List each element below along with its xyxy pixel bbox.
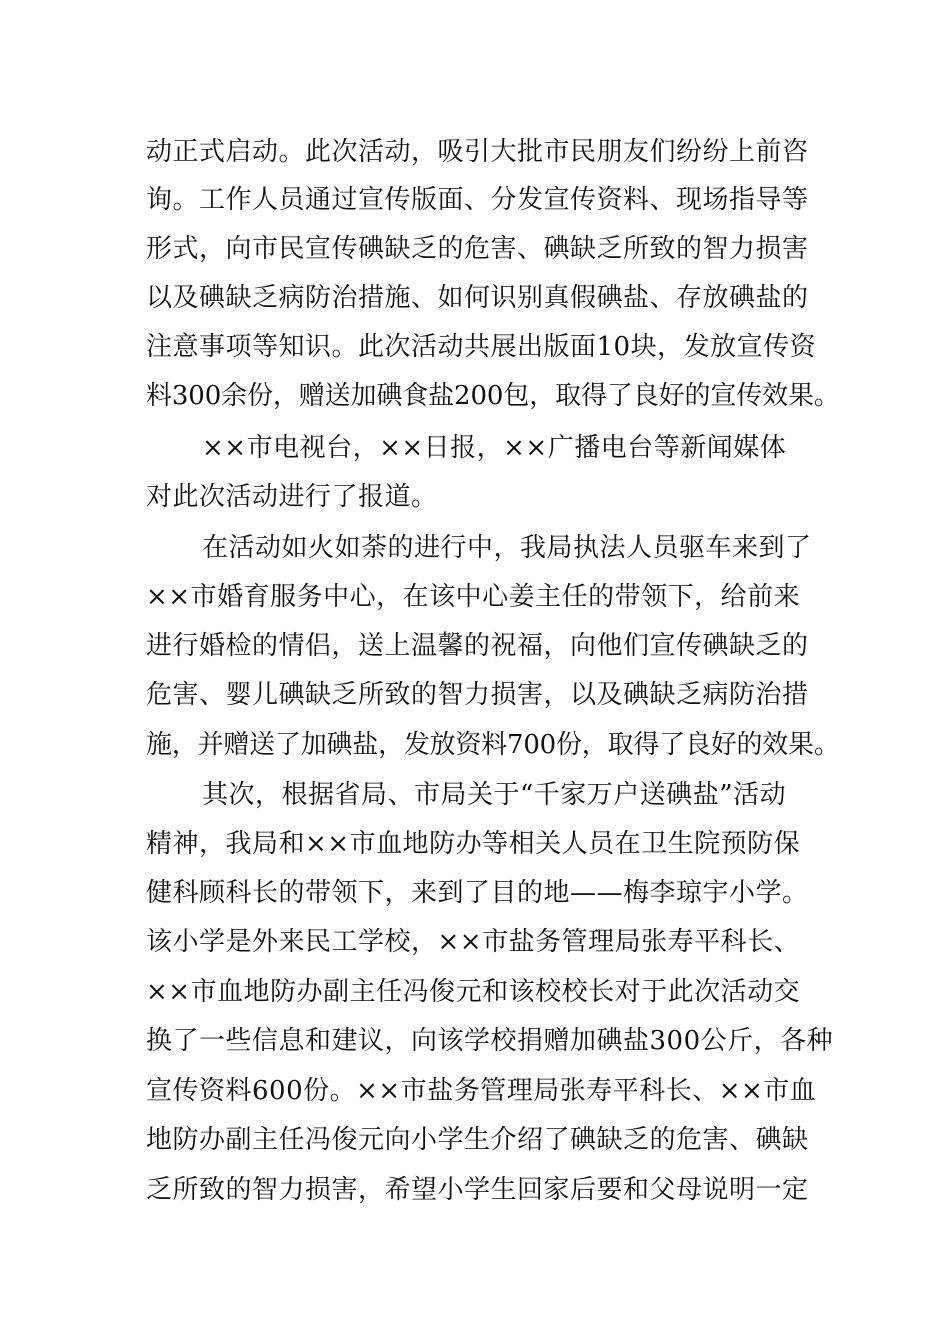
text-line: ××市血地防办副主任冯俊元和该校校长对于此次活动交 bbox=[146, 977, 801, 1007]
text-line: 对此次活动进行了报道。 bbox=[146, 482, 438, 512]
text-line: 施，并赠送了加碘盐，发放资料700份，取得了良好的效果。 bbox=[146, 730, 840, 760]
text-line: 询。工作人员通过宣传版面、分发宣传资料、现场指导等 bbox=[146, 185, 809, 215]
text-line: 乏所致的智力损害，希望小学生回家后要和父母说明一定 bbox=[146, 1175, 809, 1205]
text-line: 料300余份，赠送加碘食盐200包，取得了良好的宣传效果。 bbox=[146, 381, 840, 411]
text-line: 动正式启动。此次活动，吸引大批市民朋友们纷纷上前咨 bbox=[146, 137, 809, 167]
text-line: 形式，向市民宣传碘缺乏的危害、碘缺乏所致的智力损害 bbox=[146, 234, 809, 264]
text-line: 精神，我局和××市血地防办等相关人员在卫生院预防保 bbox=[146, 829, 801, 859]
text-line: 地防办副主任冯俊元向小学生介绍了碘缺乏的危害、碘缺 bbox=[146, 1125, 809, 1155]
text-line: 进行婚检的情侣，送上温馨的祝福，向他们宣传碘缺乏的 bbox=[146, 631, 809, 661]
text-line: 宣传资料600份。××市盐务管理局张寿平科长、××市血 bbox=[146, 1076, 817, 1106]
text-line: 在活动如火如荼的进行中，我局执法人员驱车来到了 bbox=[202, 533, 812, 563]
text-line: 其次，根据省局、市局关于“千家万户送碘盐”活动 bbox=[202, 780, 787, 810]
text-line: ××市婚育服务中心，在该中心姜主任的带领下，给前来 bbox=[146, 582, 801, 612]
text-line: 以及碘缺乏病防治措施、如何识别真假碘盐、存放碘盐的 bbox=[146, 283, 809, 313]
text-line: ××市电视台，××日报，××广播电台等新闻媒体 bbox=[202, 433, 787, 463]
text-line: 危害、婴儿碘缺乏所致的智力损害，以及碘缺乏病防治措 bbox=[146, 680, 809, 710]
text-line: 注意事项等知识。此次活动共展出版面10块，发放宣传资 bbox=[146, 332, 817, 362]
text-line: 该小学是外来民工学校，××市盐务管理局张寿平科长、 bbox=[146, 927, 801, 957]
text-line: 健科顾科长的带领下，来到了目的地——梅李琼宇小学。 bbox=[146, 878, 809, 908]
text-line: 换了一些信息和建议，向该学校捐赠加碘盐300公斤，各种 bbox=[146, 1026, 834, 1056]
